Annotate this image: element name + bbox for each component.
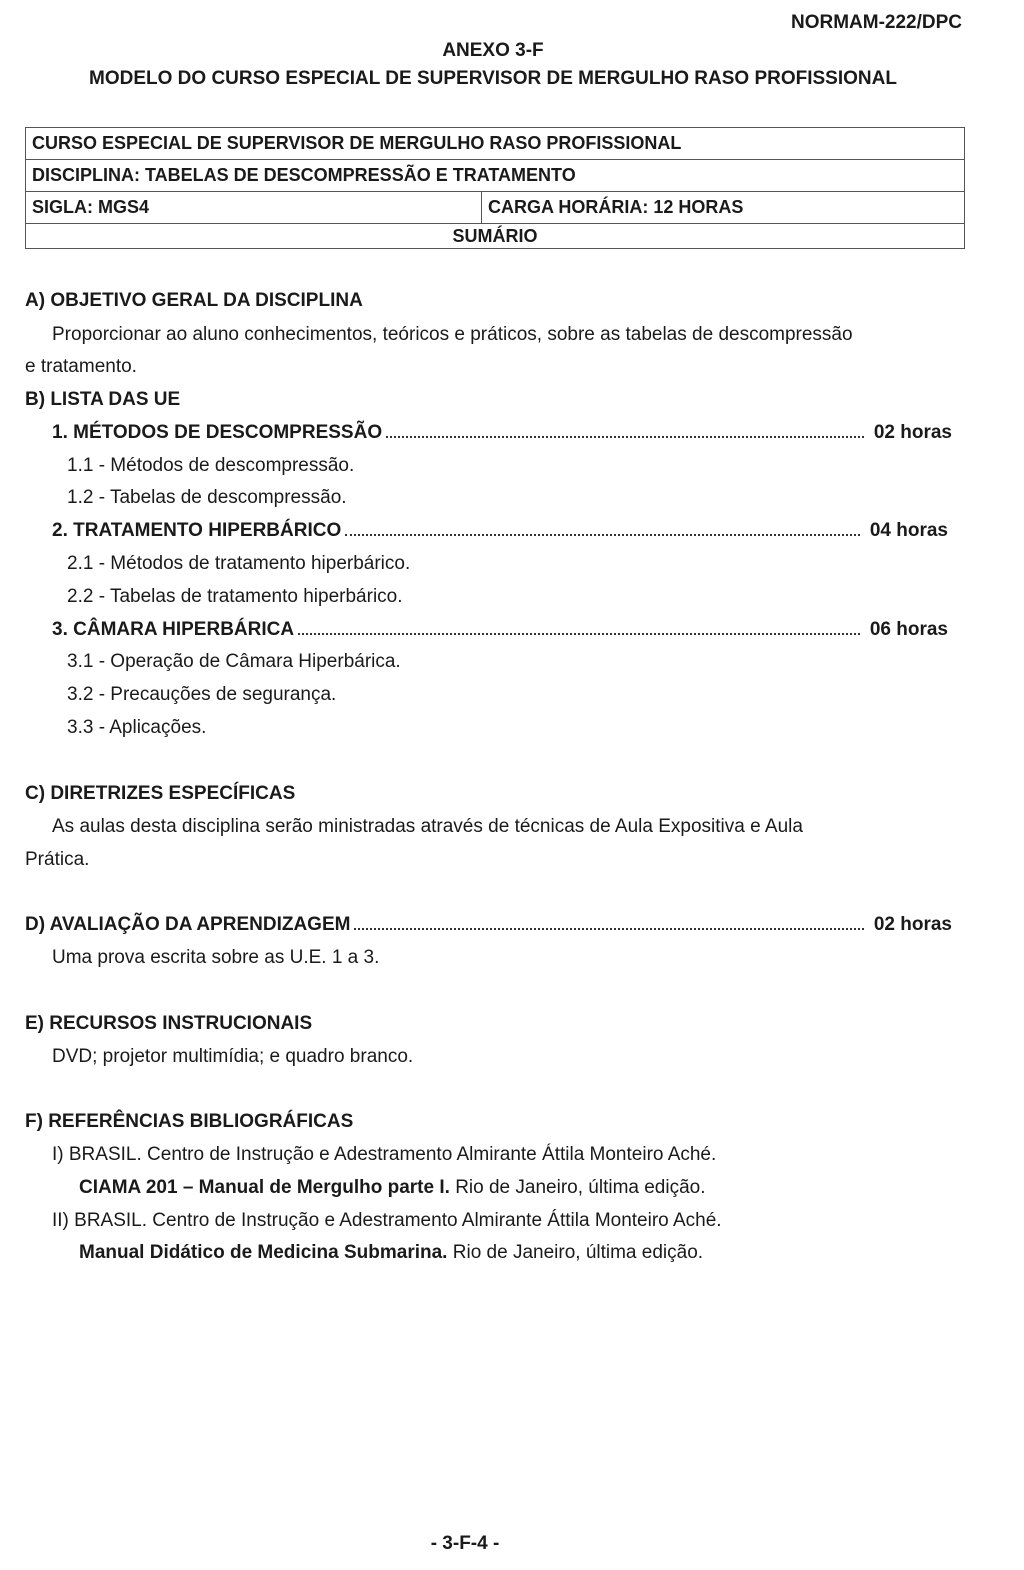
section-e-heading: E) RECURSOS INSTRUCIONAIS [25, 1013, 313, 1034]
reference-2-rest: Rio de Janeiro, última edição. [447, 1242, 704, 1263]
ue-1-row [52, 422, 952, 444]
ue-3-item-2: 3.2 - Precauções de segurança. [67, 684, 337, 705]
annex-title: ANEXO 3-F [442, 40, 544, 61]
ue-3-title: 3. CÂMARA HIPERBÁRICA [52, 619, 295, 640]
ue-1-item-2: 1.2 - Tabelas de descompressão. [67, 487, 347, 508]
guidelines-text-line-1: As aulas desta disciplina serão ministradas através de técnicas de Aula Expositiva e Aula [52, 816, 803, 837]
workload-cell: CARGA HORÁRIA: 12 HORAS [482, 192, 965, 224]
reference-2-title: Manual Didático de Medicina Submarina. [79, 1242, 448, 1263]
section-d-heading: D) AVALIAÇÃO DA APRENDIZAGEM [25, 914, 351, 935]
ue-3-item-3: 3.3 - Aplicações. [67, 717, 207, 738]
dotted-leader [386, 436, 864, 438]
reference-1-line-2 [79, 1177, 706, 1199]
discipline-cell: DISCIPLINA: TABELAS DE DESCOMPRESSÃO E TRATAMENTO [26, 160, 965, 192]
course-info-table [25, 127, 965, 249]
objective-text-line-2: e tratamento. [25, 356, 137, 377]
page-number: - 3-F-4 - [430, 1533, 500, 1554]
table-row [26, 160, 965, 192]
section-b-heading: B) LISTA DAS UE [25, 389, 181, 410]
section-c-heading: C) DIRETRIZES ESPECÍFICAS [25, 783, 296, 804]
reference-2-line-2 [79, 1242, 703, 1264]
ue-1-item-1: 1.1 - Métodos de descompressão. [67, 455, 355, 476]
table-row [26, 128, 965, 160]
document-code: NORMAM-222/DPC [790, 12, 962, 33]
section-f-heading: F) REFERÊNCIAS BIBLIOGRÁFICAS [25, 1111, 354, 1132]
reference-1-line-1: I) BRASIL. Centro de Instrução e Adestramento Almirante Áttila Monteiro Aché. [52, 1144, 717, 1165]
dotted-leader [298, 633, 860, 635]
reference-2-line-1: II) BRASIL. Centro de Instrução e Adestramento Almirante Áttila Monteiro Aché. [52, 1210, 722, 1231]
resources-text: DVD; projetor multimídia; e quadro branco. [52, 1046, 414, 1067]
course-name-cell: CURSO ESPECIAL DE SUPERVISOR DE MERGULHO RASO PROFISSIONAL [26, 128, 965, 160]
ue-1-hours: 02 horas [873, 422, 952, 443]
section-d-row [25, 914, 952, 936]
acronym-cell: SIGLA: MGS4 [26, 192, 482, 224]
section-a-heading: A) OBJETIVO GERAL DA DISCIPLINA [25, 290, 363, 311]
ue-3-item-1: 3.1 - Operação de Câmara Hiperbárica. [67, 651, 401, 672]
guidelines-text-line-2: Prática. [25, 849, 90, 870]
reference-1-rest: Rio de Janeiro, última edição. [449, 1177, 706, 1198]
ue-3-row [52, 619, 948, 641]
section-d-hours: 02 horas [873, 914, 952, 935]
dotted-leader [354, 928, 863, 930]
model-title: MODELO DO CURSO ESPECIAL DE SUPERVISOR DE MERGULHO RASO PROFISSIONAL [89, 68, 897, 89]
ue-2-item-1: 2.1 - Métodos de tratamento hiperbárico. [67, 553, 411, 574]
ue-1-title: 1. MÉTODOS DE DESCOMPRESSÃO [52, 422, 383, 443]
ue-2-item-2: 2.2 - Tabelas de tratamento hiperbárico. [67, 586, 403, 607]
ue-2-title: 2. TRATAMENTO HIPERBÁRICO [52, 520, 342, 541]
assessment-text: Uma prova escrita sobre as U.E. 1 a 3. [52, 947, 380, 968]
objective-text-line-1: Proporcionar ao aluno conhecimentos, teóricos e práticos, sobre as tabelas de descompressão [52, 324, 853, 345]
ue-3-hours: 06 horas [869, 619, 948, 640]
summary-cell: SUMÁRIO [26, 224, 965, 249]
dotted-leader [345, 534, 860, 536]
ue-2-row [52, 520, 948, 542]
reference-1-title: CIAMA 201 – Manual de Mergulho parte I. [79, 1177, 450, 1198]
table-row [26, 224, 965, 249]
table-row [26, 192, 965, 224]
ue-2-hours: 04 horas [869, 520, 948, 541]
